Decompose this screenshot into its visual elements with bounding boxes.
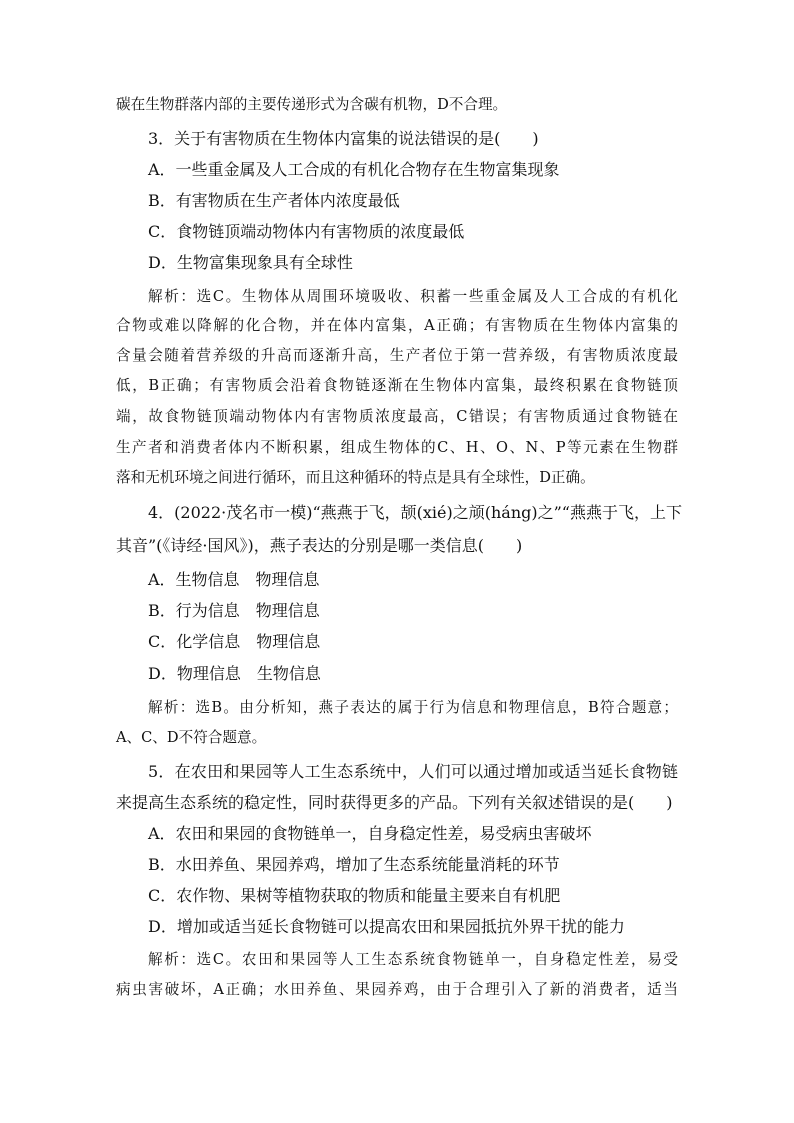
- text-line: 碳在生物群落内部的主要传递形式为含碳有机物，D不合理。: [116, 96, 508, 113]
- option-a: A．一些重金属及人工合成的有机化合物存在生物富集现象: [148, 160, 560, 179]
- explanation-line: 落和无机环境之间进行循环，而且这种循环的特点是具有全球性，D正确。: [116, 469, 595, 486]
- explanation-line: 解析：选B。由分析知，燕子表达的属于行为信息和物理信息，B符合题意；: [148, 699, 678, 716]
- question-5-stem: 来提高生态系统的稳定性，同时获得更多的产品。下列有关叙述错误的是( ): [116, 793, 673, 812]
- option-b: B．水田养鱼、果园养鸡，增加了生态系统能量消耗的环节: [148, 855, 560, 874]
- option-d: D．物理信息 生物信息: [148, 664, 321, 683]
- explanation-line: 解析：选C。生物体从周围环境吸收、积蓄一些重金属及人工合成的有机化: [148, 288, 678, 305]
- explanation-line: 含量会随着营养级的升高而逐渐升高，生产者位于第一营养级，有害物质浓度最: [116, 347, 678, 364]
- question-4-stem: 4．(2022·茂名市一模)“燕燕于飞，颉(xié)之颃(háng)之”“燕燕于飞，上下: [148, 503, 682, 522]
- explanation-line: 病虫害破坏，A正确；水田养鱼、果园养鸡，由于合理引入了新的消费者，适当: [116, 981, 678, 998]
- option-d: D．生物富集现象具有全球性: [148, 253, 353, 272]
- option-d: D．增加或适当延长食物链可以提高农田和果园抵抗外界干扰的能力: [148, 917, 625, 936]
- explanation-line: 生产者和消费者体内不断积累，组成生物体的C、H、O、N、P等元素在生物群: [116, 439, 678, 456]
- explanation-line: A、C、D不符合题意。: [116, 729, 267, 746]
- explanation-line: 合物或难以降解的化合物，并在体内富集，A正确；有害物质在生物体内富集的: [116, 317, 678, 334]
- explanation-line: 端，故食物链顶端动物体内有害物质浓度最高，C错误；有害物质通过食物链在: [116, 408, 678, 425]
- question-3-stem: 3．关于有害物质在生物体内富集的说法错误的是( ): [148, 129, 539, 148]
- option-a: A．农田和果园的食物链单一，自身稳定性差，易受病虫害破坏: [148, 824, 592, 843]
- explanation-line: 低，B正确；有害物质会沿着食物链逐渐在生物体内富集，最终积累在食物链顶: [116, 377, 678, 394]
- option-b: B．有害物质在生产者体内浓度最低: [148, 191, 400, 210]
- option-c: C．食物链顶端动物体内有害物质的浓度最低: [148, 222, 465, 241]
- option-a: A．生物信息 物理信息: [148, 570, 320, 589]
- option-b: B．行为信息 物理信息: [148, 601, 320, 620]
- question-4-stem: 其音”(《诗经·国风》)，燕子表达的分别是哪一类信息( ): [116, 536, 523, 555]
- question-5-stem: 5．在农田和果园等人工生态系统中，人们可以通过增加或适当延长食物链: [148, 762, 678, 781]
- option-c: C．农作物、果树等植物获取的物质和能量主要来自有机肥: [148, 886, 561, 905]
- explanation-line: 解析：选C。农田和果园等人工生态系统食物链单一，自身稳定性差，易受: [148, 951, 678, 968]
- option-c: C．化学信息 物理信息: [148, 632, 321, 651]
